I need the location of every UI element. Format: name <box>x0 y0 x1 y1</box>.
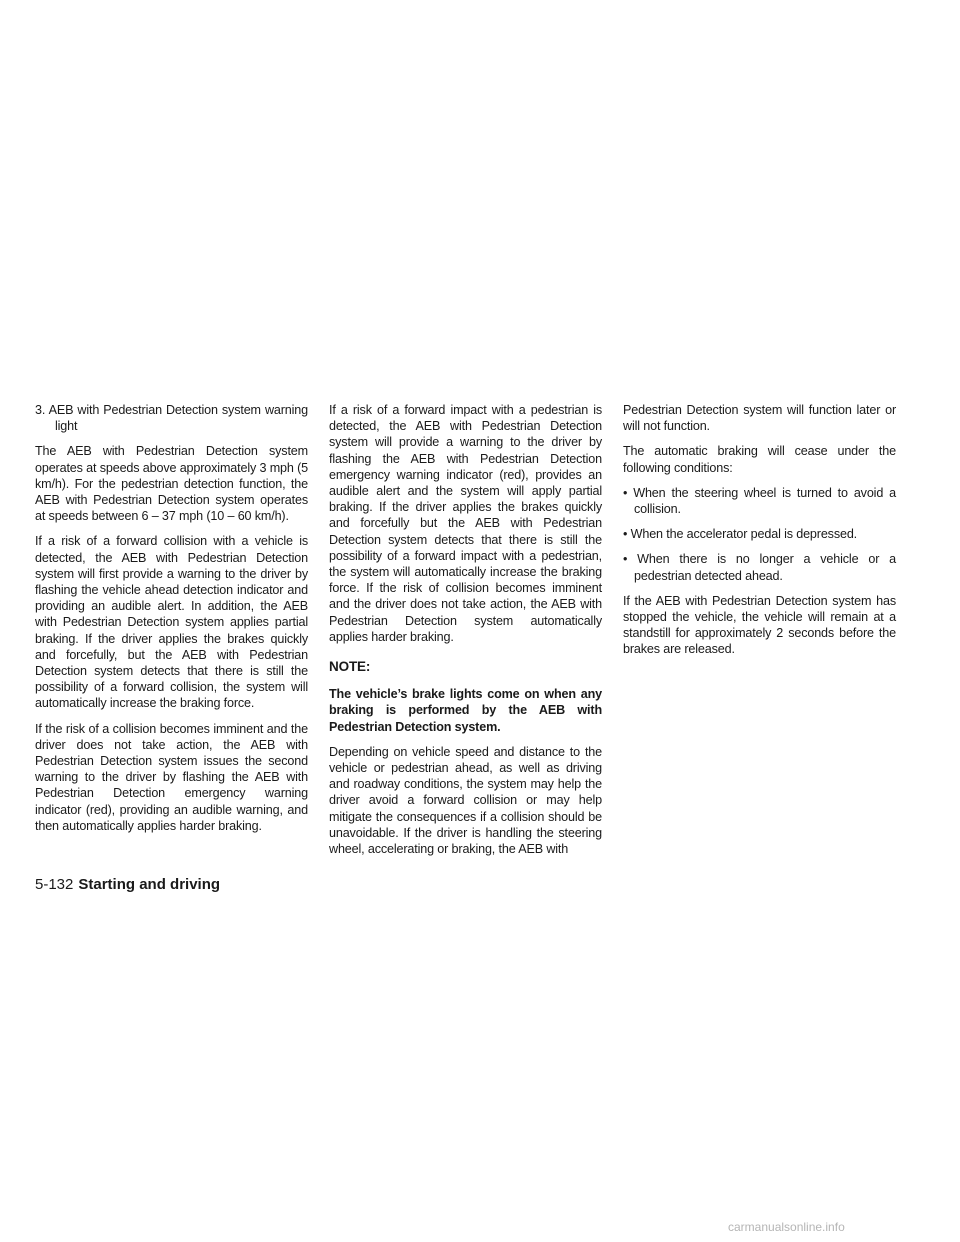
paragraph-speed-distance: Depending on vehicle speed and distance to the vehicle or pedestrian ahead, as well as driving and roadway conditions, the system may help the driver avoid a forward collision or may help mitigate the consequences if a collision should be unavoidable. If the driver is handling the steering wheel, accelerating or braking, the AEB with <box>329 744 602 857</box>
paragraph-standstill: If the AEB with Pedestrian Detection system has stopped the vehicle, the vehicle will remain at a standstill for approximately 2 seconds before the brakes are released. <box>623 593 896 657</box>
bullet-accelerator-pedal: • When the accelerator pedal is depressed. <box>623 527 858 542</box>
list-item-3: 3. AEB with Pedestrian Detection system warning light <box>35 403 308 434</box>
column-3 <box>623 402 896 667</box>
page-footer <box>35 876 220 894</box>
paragraph-forward-collision: If a risk of a forward collision with a vehicle is detected, the AEB with Pedestrian Detection system will first provide a warning to the driver by flashing the vehicle ahead detection indicator and providing an audible alert. In addition, the AEB with Pedestrian Detection system applies partial braking. If the driver applies the brakes quickly and forcefully, but the AEB with Pedestrian Detection system detects that there is still the possibility of a forward collision, the system will automatically increase the braking force. <box>35 534 308 711</box>
bullet-steering-wheel: • When the steering wheel is turned to avoid a collision. <box>623 485 896 517</box>
column-2 <box>329 402 602 866</box>
note-text: The vehicle’s brake lights come on when any braking is performed by the AEB with Pedestrian Detection system. <box>329 687 602 734</box>
paragraph-function-later: Pedestrian Detection system will function later or will not function. <box>623 403 896 434</box>
paragraph-imminent-collision: If the risk of a collision becomes imminent and the driver does not take action, the AEB with Pedestrian Detection system issues the second warning to the driver by flashing the AEB with Pedestrian Detection emergency warning indicator (red), providing an audible warning, and then automatically applies harder braking. <box>35 721 308 833</box>
column-1 <box>35 402 308 843</box>
bullet-no-vehicle-ahead: • When there is no longer a vehicle or a pedestrian detected ahead. <box>623 552 896 583</box>
note-heading: NOTE: <box>329 659 371 675</box>
page-number: 5-132 <box>35 876 74 893</box>
paragraph-pedestrian-impact: If a risk of a forward impact with a pedestrian is detected, the AEB with Pedestrian Detection system will provide a warning to the driver by flashing the AEB with Pedestrian Detection emergency warning indicator (red), provides an audible alert and the system will apply partial braking. If the driver applies the brakes quickly and forcefully but the AEB with Pedestrian Detection system detects that there is still the possibility of a forward impact with a pedestrian, the system will automatically increase the braking force. If the risk of collision becomes imminent and the driver does not take action, the AEB with Pedestrian Detection system automatically applies harder braking. <box>329 403 602 644</box>
paragraph-cease-conditions: The automatic braking will cease under the following conditions: <box>623 444 896 475</box>
paragraph-operating-speeds: The AEB with Pedestrian Detection system operates at speeds above approximately 3 mph (5 km/h). For the pedestrian detection function, the AEB with Pedestrian Detection system operates at speeds between 6 – 37 mph (10 – 60 km/h). <box>35 444 308 524</box>
section-title: Starting and driving <box>78 876 221 893</box>
watermark: carmanualsonline.info <box>728 1220 845 1234</box>
